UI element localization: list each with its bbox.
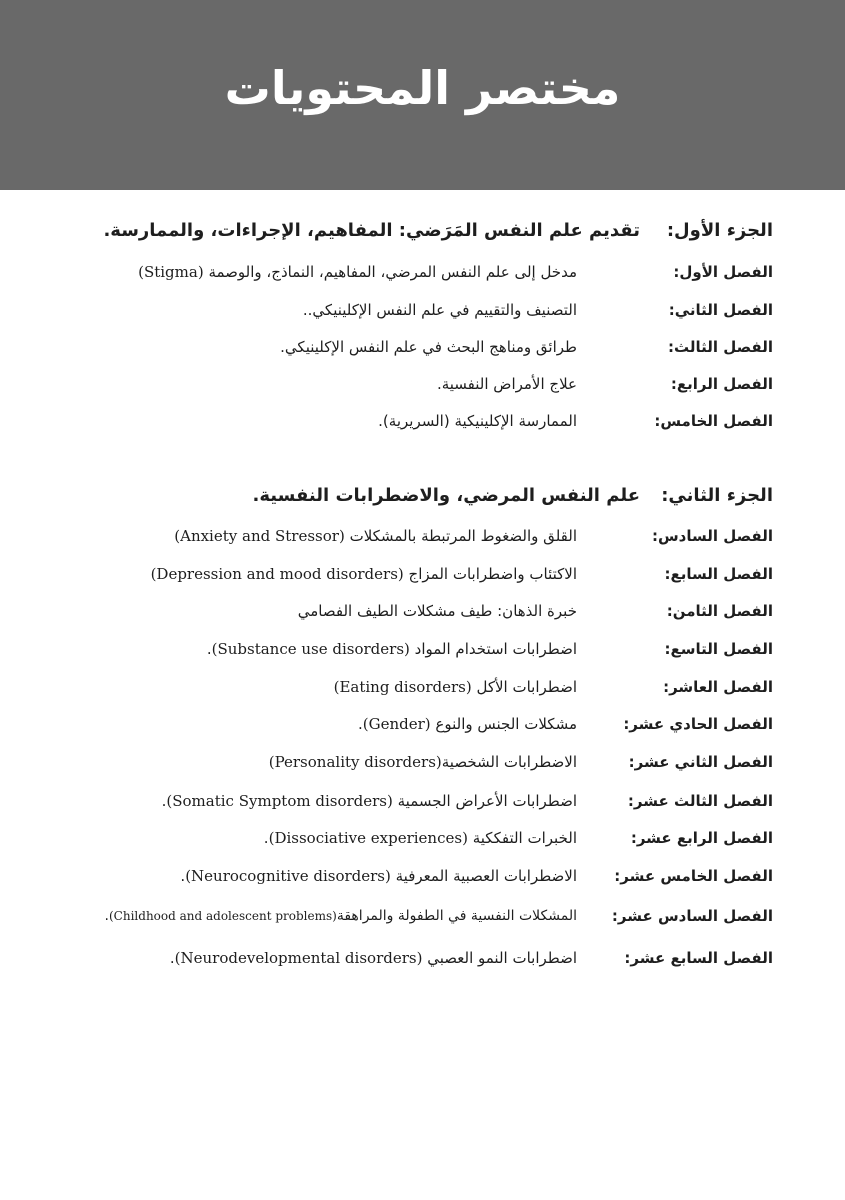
chapter-label: الفصل السادس عشر: [611,907,773,925]
chapter-english-term: (Childhood and adolescent problems) [108,909,337,923]
chapter-title: الخبرات التفككية [472,829,577,847]
toc-entry[interactable] [0,943,845,973]
toc-entry[interactable] [0,521,845,551]
chapter-title: اضطرابات النمو العصبي [427,949,577,967]
header-banner [0,0,845,190]
chapter-english-term: (Gender) [362,715,431,733]
chapter-label: الفصل الثالث عشر: [627,792,773,810]
chapter-title: الممارسة الإكلينيكية (السريرية). [378,412,577,430]
chapter-title: القلق والضغوط المرتبطة بالمشكلات [349,527,577,545]
chapter-english-term: (Neurocognitive disorders) [185,867,391,885]
chapter-label: الفصل الثامن: [666,602,773,620]
toc-entry[interactable] [0,369,845,399]
chapter-tail: . [104,908,109,924]
chapter-english-term: (Neurodevelopmental disorders) [174,949,423,967]
chapter-title: مشكلات الجنس والنوع [435,715,577,733]
chapter-label: الفصل التاسع: [664,640,773,658]
toc-entry[interactable] [0,332,845,362]
part-title: علم النفس المرضي، والاضطرابات النفسية. [252,485,640,506]
toc-entry[interactable] [0,295,845,325]
part-2-heading [0,481,845,511]
part-1-heading [0,216,845,246]
toc-entry[interactable] [0,634,845,664]
toc-entry[interactable] [0,861,845,891]
chapter-label: الفصل السابع: [664,565,773,583]
toc-entry[interactable] [0,257,845,287]
toc-entry[interactable] [0,709,845,739]
chapter-title: التصنيف والتقييم في علم النفس الإكلينيكي.. [302,301,577,319]
chapter-title: الاضطرابات الشخصية [441,753,577,771]
chapter-title: اضطرابات الأعراض الجسمية [397,792,577,810]
toc-entry[interactable] [0,672,845,702]
chapter-tail: . [169,949,175,967]
chapter-english-term: (Stigma) [138,263,204,281]
chapter-english-term: (Anxiety and Stressor) [174,527,345,545]
toc-entry[interactable] [0,596,845,626]
chapter-label: الفصل الرابع: [670,375,773,393]
chapter-tail: . [206,640,212,658]
chapter-tail: . [357,715,363,733]
toc-entry[interactable] [0,559,845,589]
chapter-title: الاكتئاب واضطرابات المزاج [408,565,577,583]
toc-entry[interactable] [0,747,845,777]
chapter-title: الاضطرابات العصبية المعرفية [395,867,577,885]
chapter-tail: . [161,792,167,810]
chapter-label: الفصل الثاني: [668,301,773,319]
toc-entry[interactable] [0,901,845,931]
page-title: مختصر المحتويات [224,61,621,115]
chapter-label: الفصل الخامس: [654,412,773,430]
chapter-title: اضطرابات الأكل [476,678,577,696]
chapter-label: الفصل الرابع عشر: [630,829,773,847]
chapter-english-term: (Depression and mood disorders) [150,565,404,583]
chapter-label: الفصل الخامس عشر: [614,867,773,885]
part-title: تقديم علم النفس المَرَضي: المفاهيم، الإجراءات، والممارسة. [103,220,640,241]
part-label: الجزء الثاني: [661,485,773,506]
chapter-label: الفصل الثاني عشر: [628,753,773,771]
chapter-label: الفصل الأول: [673,263,773,281]
chapter-title: خبرة الذهان: طيف مشكلات الطيف الفصامي [297,602,577,620]
toc-entry[interactable] [0,823,845,853]
chapter-tail: . [180,867,186,885]
chapter-label: الفصل الثالث: [668,338,773,356]
chapter-label: الفصل السادس: [651,527,773,545]
chapter-english-term: (Eating disorders) [333,678,472,696]
chapter-label: الفصل الحادي عشر: [623,715,773,733]
chapter-label: الفصل العاشر: [663,678,773,696]
chapter-title: طرائق ومناهج البحث في علم النفس الإكلينيكي. [280,338,577,356]
chapter-title: اضطرابات استخدام المواد [414,640,577,658]
chapter-english-term: (Dissociative experiences) [268,829,468,847]
toc-entry[interactable] [0,406,845,436]
chapter-tail: . [263,829,269,847]
chapter-title: مدخل إلى علم النفس المرضي، المفاهيم، النماذج، والوصمة [208,263,577,281]
part-label: الجزء الأول: [666,220,773,241]
chapter-title: المشكلات النفسية في الطفولة والمراهقة [336,908,577,924]
chapter-title: علاج الأمراض النفسية. [436,375,577,393]
chapter-english-term: (Somatic Symptom disorders) [166,792,393,810]
toc-entry[interactable] [0,786,845,816]
chapter-label: الفصل السابع عشر: [624,949,773,967]
chapter-english-term: (Personality disorders) [268,753,442,771]
chapter-english-term: (Substance use disorders) [211,640,410,658]
